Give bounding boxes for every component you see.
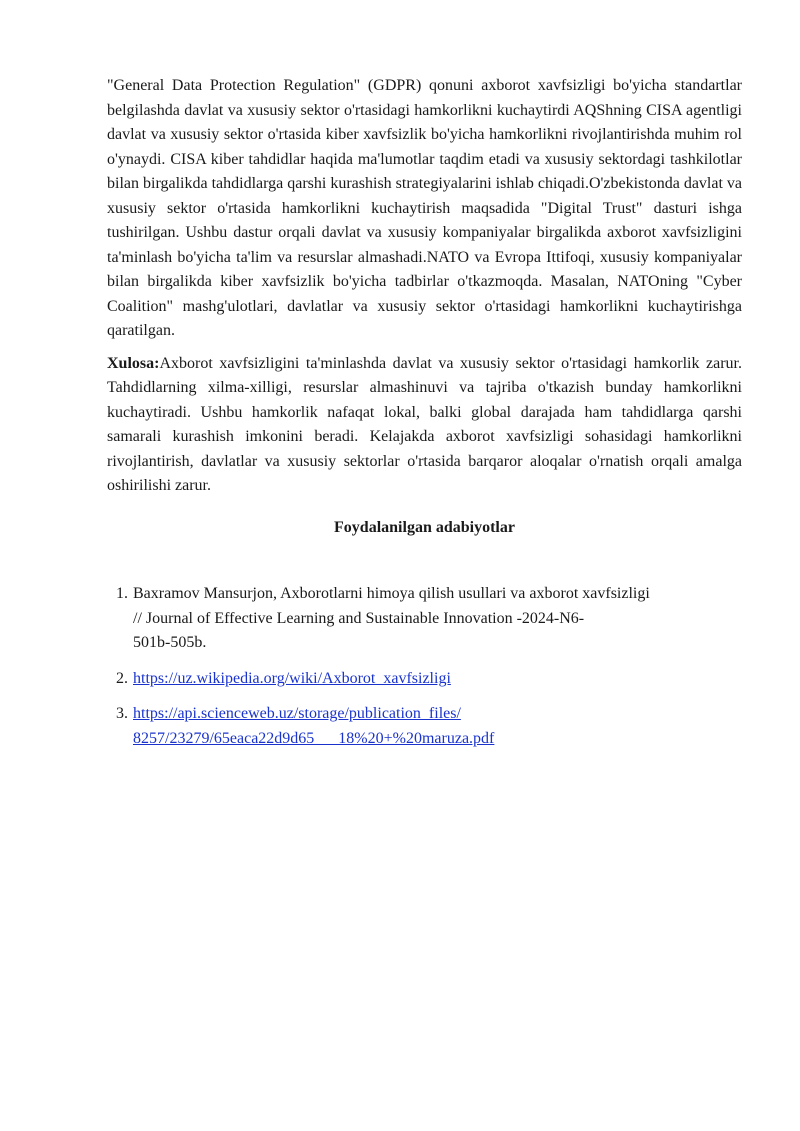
- body-paragraph: "General Data Protection Regulation" (GDPR) qonuni axborot xavfsizligi bo'yicha standartlar belgilashda davlat va xususiy sektor o'rtasidagi hamkorlikni kuchaytirdi AQShning CISA agentligi davlat va xususiy sektor o'rtasida kiber xavfsizlik bo'yicha hamkorlikni rivojlantirishda muhim rol o'ynaydi. CISA kiber tahdidlar haqida ma'lumotlar taqdim etadi va xususiy sektordagi tashkilotlar bilan birgalikda tahdidlarga qarshi kurashish strategiyalarini ishlab chiqadi.O'zbekistonda davlat va xususiy sektor o'rtasida hamkorlikni kuchaytirish maqsadida "Digital Trust" dasturi ishga tushirilgan. Ushbu dastur orqali davlat va xususiy kompaniyalar birgalikda axborot xavfsizligini ta'minlash bo'yicha ta'lim va resurslar almashadi.NATO va Evropa Ittifoqi, xususiy kompaniyalar bilan birgalikda kiber xavfsizlik bo'yicha tadbirlar o'tkazmoqda. Masalan, NATOning "Cyber Coalition" mashg'ulotlari, davlatlar va xususiy sektor o'rtasidagi hamkorlikni kuchaytirishga qaratilgan.: [107, 77, 743, 339]
- conclusion-label: Xulosa:: [107, 354, 160, 372]
- reference-link-scienceweb[interactable]: 8257/23279/65eaca22d9d65___18%20+%20maruza.pdf: [133, 729, 495, 747]
- conclusion-text: Axborot xavfsizligini ta'minlashda davlat va xususiy sektor o'rtasidagi hamkorlik zarur. Tahdidlarning xilma-xilligi, resurslar almashinuvi va tajriba o'tkazish bunday hamkorlikni kuchaytiradi. Ushbu hamkorlik nafaqat lokal, balki global darajada ham tahdidlarga qarshi samarali kurashish imkonini beradi. Kelajakda axborot xavfsizligi sohasidagi hamkorlikni rivojlantirish, davlatlar va xususiy sektorlar o'rtasida barqaror aloqalar o'rnatish orqali amalga oshirilishi zarur.: [107, 354, 742, 494]
- reference-text-line: Baxramov Mansurjon, Axborotlarni himoya qilish usullari va axborot xavfsizligi: [133, 585, 650, 602]
- conclusion-paragraph: [107, 352, 742, 499]
- reference-number: 1.: [116, 585, 128, 602]
- references-title: Foydalanilgan adabiyotlar: [334, 518, 515, 536]
- references-list: [107, 582, 742, 751]
- reference-link-scienceweb[interactable]: https://api.scienceweb.uz/storage/publication_files/: [133, 705, 461, 722]
- reference-item: [107, 667, 742, 692]
- reference-text-line: // Journal of Effective Learning and Sustainable Innovation -2024-N6-: [133, 609, 585, 627]
- reference-number: 3.: [116, 705, 128, 722]
- reference-link-wikipedia[interactable]: https://uz.wikipedia.org/wiki/Axborot_xavfsizligi: [133, 669, 451, 687]
- reference-number: 2.: [116, 669, 128, 687]
- reference-item: [107, 702, 742, 751]
- document-page: [107, 74, 742, 751]
- reference-item: [107, 582, 742, 656]
- reference-text-line: 501b-505b.: [133, 634, 207, 651]
